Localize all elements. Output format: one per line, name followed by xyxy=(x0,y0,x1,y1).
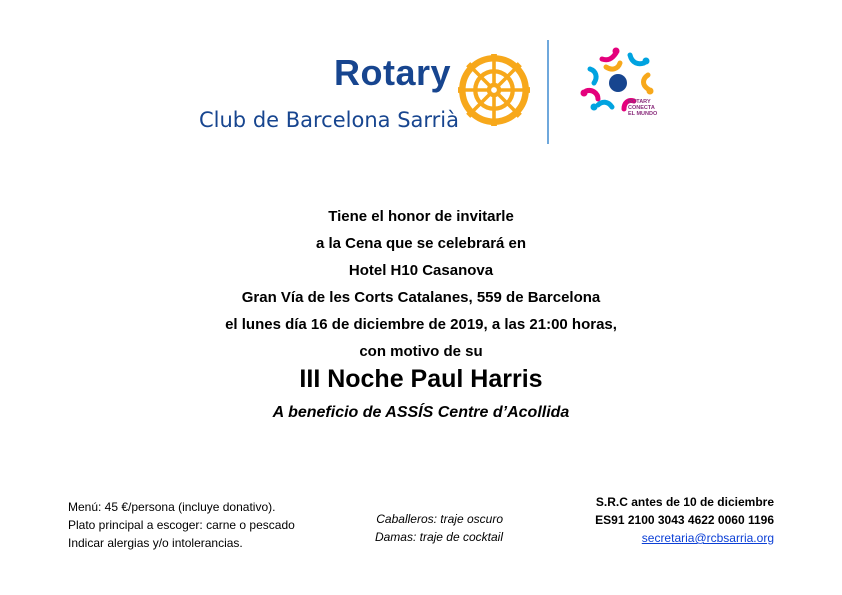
rotary-logo xyxy=(196,44,556,144)
invitation-line: a la Cena que se celebrará en xyxy=(315,235,527,252)
rsvp-deadline: S.R.C antes de 10 de diciembre xyxy=(595,495,774,509)
invitation-line: el lunes día 16 de diciembre de 2019, a las 21:00 horas, xyxy=(225,316,617,333)
dress-code xyxy=(363,510,503,546)
dress-line: Caballeros: traje oscuro xyxy=(376,512,503,526)
rsvp-info xyxy=(595,493,774,547)
dress-line: Damas: traje de cocktail xyxy=(374,530,503,544)
menu-info xyxy=(68,498,295,552)
invitation-line: con motivo de su xyxy=(359,343,483,360)
menu-line: Indicar alergias y/o intolerancias. xyxy=(68,536,243,550)
club-name: Club de Barcelona Sarrià xyxy=(199,108,459,132)
bank-account: ES91 2100 3043 4622 0060 1196 xyxy=(595,513,774,527)
invitation-text xyxy=(0,203,842,365)
event-subtitle: A beneficio de ASSÍS Centre d’Acollida xyxy=(272,404,570,421)
invitation-line: Tiene el honor de invitarle xyxy=(328,208,514,225)
connects-world-text: ROTARY CONECTA EL MUNDO xyxy=(628,99,658,117)
event-title: III Noche Paul Harris xyxy=(299,365,543,393)
logo-divider xyxy=(547,40,549,144)
invitation-line: Gran Vía de les Corts Catalanes, 559 de Barcelona xyxy=(241,289,601,306)
email-link[interactable]: secretaria@rcbsarria.org xyxy=(641,531,774,545)
rotary-wordmark: Rotary xyxy=(334,52,452,93)
menu-line: Menú: 45 €/persona (incluye donativo). xyxy=(68,500,276,514)
rotary-wheel-icon xyxy=(458,54,530,126)
invitation-line: Hotel H10 Casanova xyxy=(348,262,494,279)
menu-line: Plato principal a escoger: carne o pescado xyxy=(68,518,295,532)
